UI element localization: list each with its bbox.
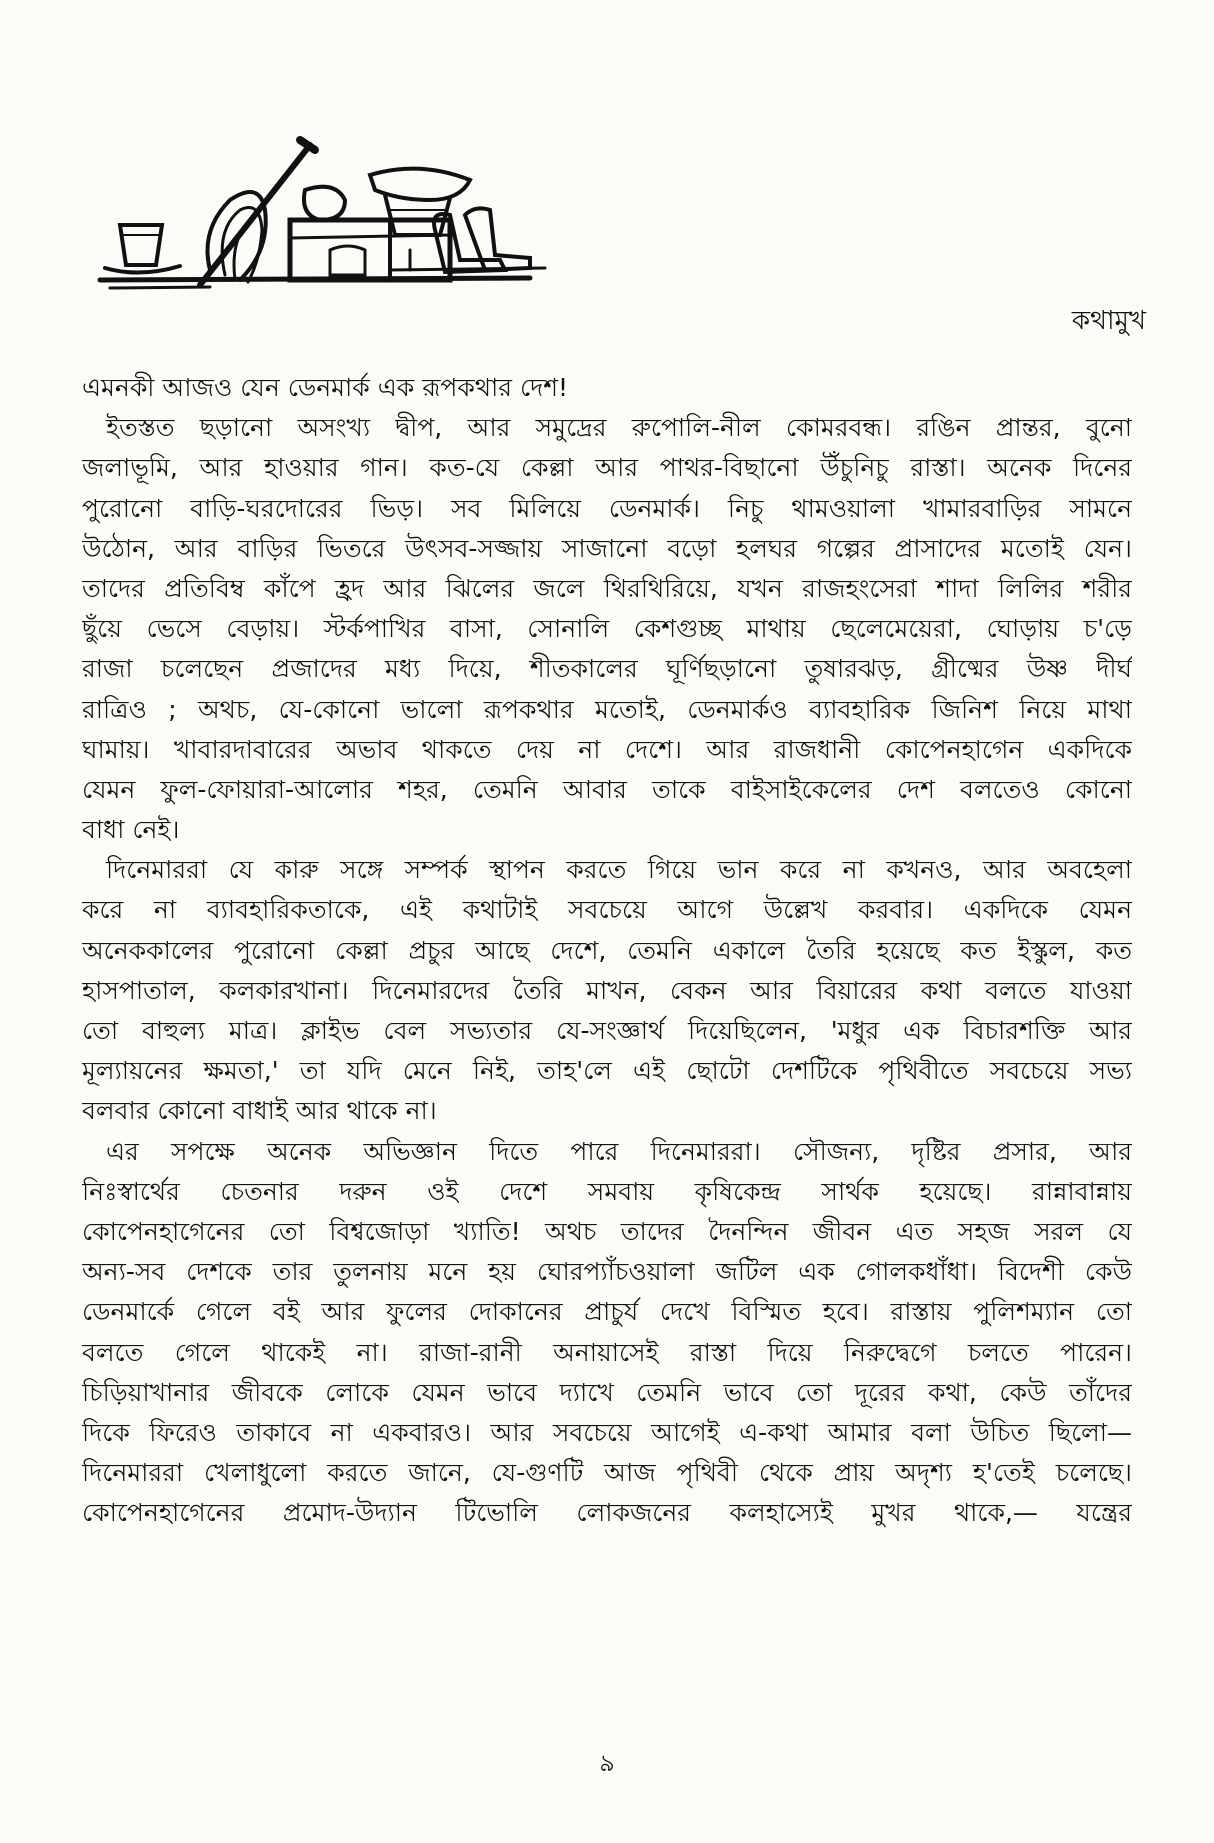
text-line: বাধা নেই। — [82, 815, 180, 845]
text-line: দিনেমাররা যে কারু সঙ্গে সম্পর্ক স্থাপন করতে গিয়ে ভান করে না কখনও, আর অবহেলা — [106, 855, 1132, 885]
text-line: বলবার কোনো বাধাই আর থাকে না। — [82, 1096, 437, 1126]
text-line: নিঃস্বার্থের চেতনার দরুন ওই দেশে সমবায় কৃষিকেন্দ্র সার্থক হয়েছে। রান্নাবান্নায় — [82, 1176, 1132, 1206]
text-line: মূল্যায়নের ক্ষমতা,' তা যদি মেনে নিই, তাহ'লে এই ছোটো দেশটিকে পৃথিবীতে সবচেয়ে সভ্য — [82, 1056, 1132, 1086]
text-line: ঘামায়। খাবারদাবারের অভাব থাকতে দেয় না দেশে। আর রাজধানী কোপেনহাগেন একদিকে — [82, 734, 1132, 764]
text-line: ছুঁয়ে ভেসে বেড়ায়। স্টর্কপাখির বাসা, সোনালি কেশগুচ্ছ মাথায় ছেলেমেয়েরা, ঘোড়ায় চ'ড়ে — [82, 614, 1132, 644]
still-life-illustration — [90, 120, 560, 295]
text-line: কোপেনহাগেনের তো বিশ্বজোড়া খ্যাতি! অথচ তাদের দৈনন্দিন জীবন এত সহজ সরল যে — [82, 1216, 1132, 1246]
still-life-illustration-icon — [90, 120, 560, 295]
text-line: অন্য-সব দেশকে তার তুলনায় মনে হয় ঘোরপ্যাঁচওয়ালা জটিল এক গোলকধাঁধা। বিদেশী কেউ — [82, 1257, 1132, 1287]
text-line: কোপেনহাগেনের প্রমোদ-উদ্যান টিভোলি লোকজনের কলহাস্যেই মুখর থাকে,— যন্ত্রের — [82, 1498, 1132, 1528]
text-line: রাত্রিও ; অথচ, যে-কোনো ভালো রূপকথার মতোই, ডেনমার্কও ব্যাবহারিক জিনিশ নিয়ে মাথা — [82, 694, 1132, 724]
section-title: কথামুখ — [1071, 306, 1146, 336]
text-line: অনেককালের পুরোনো কেল্লা প্রচুর আছে দেশে, তেমনি একালে তৈরি হয়েছে কত ইস্কুল, কত — [82, 935, 1132, 965]
text-line: যেমন ফুল-ফোয়ারা-আলোর শহর, তেমনি আবার তাকে বাইসাইকেলের দেশ বলতেও কোনো — [82, 774, 1132, 804]
text-line: চিড়িয়াখানার জীবকে লোকে যেমন ভাবে দ্যাখে তেমনি ভাবে তো দূরের কথা, কেউ তাঁদের — [82, 1377, 1132, 1407]
text-line: ইতস্তত ছড়ানো অসংখ্য দ্বীপ, আর সমুদ্রের রুপোলি-নীল কোমরবন্ধ। রঙিন প্রান্তর, বুনো — [106, 413, 1132, 443]
text-line: করে না ব্যাবহারিকতাকে, এই কথাটাই সবচেয়ে আগে উল্লেখ করবার। একদিকে যেমন — [82, 895, 1132, 925]
text-line: দিকে ফিরেও তাকাবে না একবারও। আর সবচেয়ে আগেই এ-কথা আমার বলা উচিত ছিলো— — [82, 1417, 1132, 1447]
page-number: ৯ — [599, 1749, 615, 1777]
text-line: পুরোনো বাড়ি-ঘরদোরের ভিড়। সব মিলিয়ে ডেনমার্ক। নিচু থামওয়ালা খামারবাড়ির সামনে — [82, 493, 1132, 523]
text-line: বলতে গেলে থাকেই না। রাজা-রানী অনায়াসেই রাস্তা দিয়ে নিরুদ্বেগে চলতে পারেন। — [82, 1337, 1132, 1367]
text-line: দিনেমাররা খেলাধুলো করতে জানে, যে-গুণটি আজ পৃথিবী থেকে প্রায় অদৃশ্য হ'তেই চলেছে। — [82, 1458, 1132, 1488]
text-line: রাজা চলেছেন প্রজাদের মধ্য দিয়ে, শীতকালের ঘূর্ণিছড়ানো তুষারঝড়, গ্রীষ্মের উষ্ণ দীর্ঘ — [82, 654, 1132, 684]
text-line: জলাভূমি, আর হাওয়ার গান। কত-যে কেল্লা আর পাথর-বিছানো উঁচুনিচু রাস্তা। অনেক দিনের — [82, 453, 1132, 483]
text-line: তাদের প্রতিবিম্ব কাঁপে হ্রদ আর ঝিলের জলে থিরথিরিয়ে, যখন রাজহংসেরা শাদা লিলির শরীর — [82, 573, 1132, 603]
text-line: উঠোন, আর বাড়ির ভিতরে উৎসব-সজ্জায় সাজানো বড়ো হলঘর গল্পের প্রাসাদের মতোই যেন। — [82, 533, 1132, 563]
body-text — [82, 368, 1132, 1533]
text-line: এর সপক্ষে অনেক অভিজ্ঞান দিতে পারে দিনেমাররা। সৌজন্য, দৃষ্টির প্রসার, আর — [106, 1136, 1132, 1166]
text-line: হাসপাতাল, কলকারখানা। দিনেমারদের তৈরি মাখন, বেকন আর বিয়ারের কথা বলতে যাওয়া — [82, 975, 1132, 1005]
text-line: এমনকী আজও যেন ডেনমার্ক এক রূপকথার দেশ! — [82, 373, 569, 402]
text-line: তো বাহুল্য মাত্র। ক্লাইভ বেল সভ্যতার যে-সংজ্ঞার্থ দিয়েছিলেন, 'মধুর এক বিচারশক্তি আর — [82, 1016, 1132, 1045]
text-line: ডেনমার্কে গেলে বই আর ফুলের দোকানের প্রাচুর্য দেখে বিস্মিত হবে। রাস্তায় পুলিশম্যান তো — [82, 1297, 1132, 1327]
